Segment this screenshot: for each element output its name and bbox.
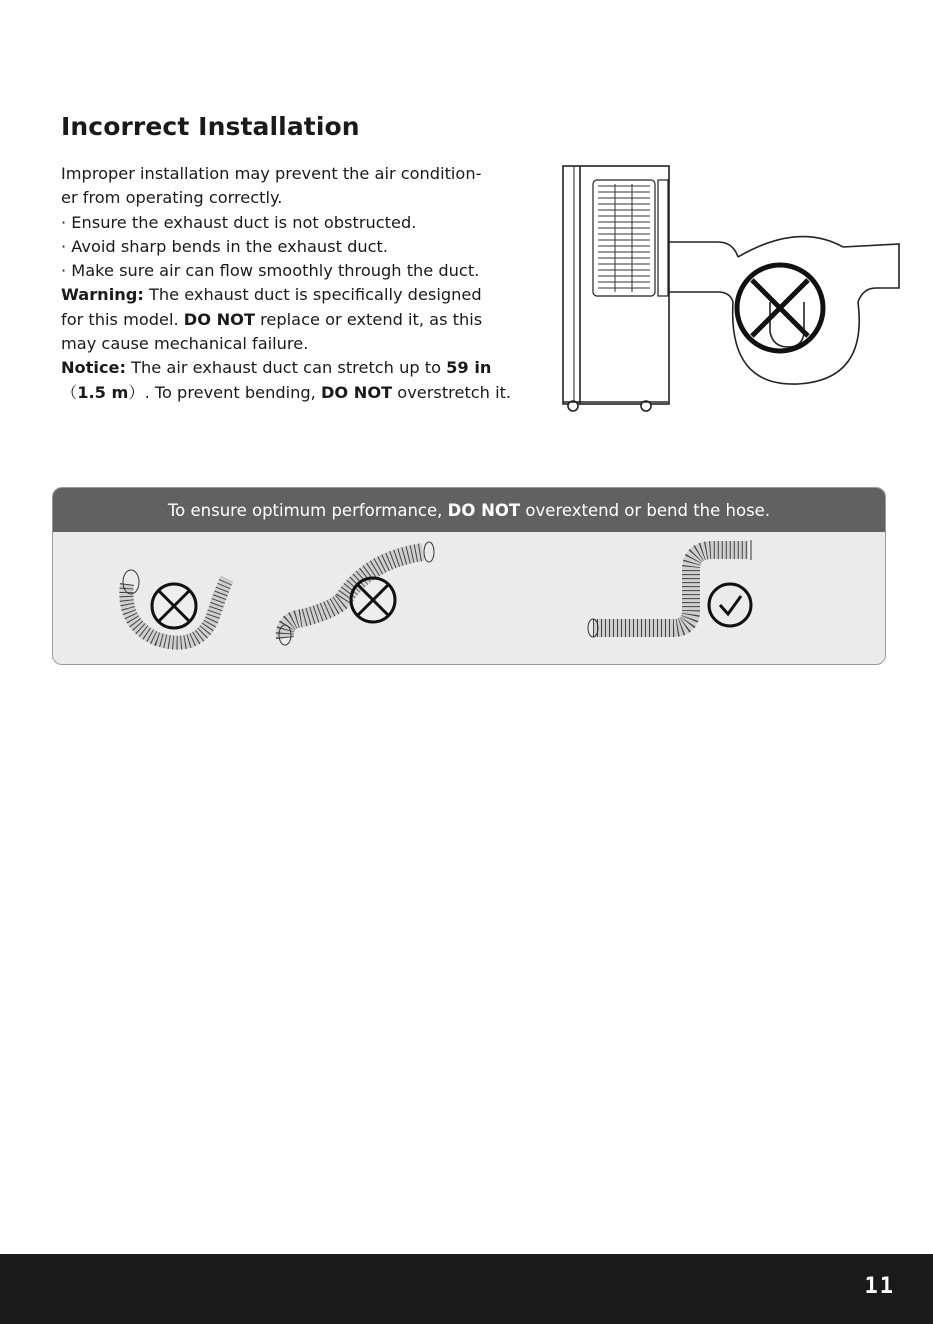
length-inches: 59 in [446, 358, 492, 378]
check-icon [709, 584, 751, 626]
hose-tips-panel [52, 487, 886, 665]
page-title: Incorrect Installation [61, 112, 360, 141]
intro-line: er from operating correctly. [61, 188, 283, 208]
panel-header: To ensure optimum performance, DO NOT overextend or bend the hose. [53, 488, 885, 532]
cross-icon [737, 265, 823, 351]
bullet-item: · Make sure air can flow smoothly through the duct. [61, 261, 480, 281]
warning-line: Warning: The exhaust duct is specifically designed [61, 285, 482, 305]
warning-label: Warning: [61, 285, 144, 305]
kinked-hose-illustration [273, 540, 443, 652]
warning-line: for this model. DO NOT replace or extend it, as this [61, 309, 483, 329]
cross-icon [152, 584, 196, 628]
do-not-emphasis: DO NOT [447, 500, 521, 520]
do-not-emphasis: DO NOT [320, 382, 393, 402]
intro-line: Improper installation may prevent the air condition- [61, 164, 482, 183]
warning-line: may cause mechanical failure. [61, 334, 309, 354]
instructions-text [61, 162, 561, 405]
notice-label: Notice: [61, 358, 127, 378]
page-footer [0, 1254, 933, 1324]
correct-hose-illustration [583, 540, 773, 652]
bent-hose-illustration [117, 564, 237, 654]
notice-line: Notice: The air exhaust duct can stretch up to 59 in [61, 358, 492, 378]
bullet-item: · Avoid sharp bends in the exhaust duct. [61, 236, 389, 256]
do-not-emphasis: DO NOT [183, 309, 255, 329]
notice-line: （1.5 m）. To prevent bending, DO NOT overstretch it. [61, 382, 512, 402]
bullet-item: · Ensure the exhaust duct is not obstructed. [61, 212, 417, 232]
page-number: 11 [864, 1274, 895, 1299]
length-meters: 1.5 m [77, 382, 129, 402]
cross-icon [351, 578, 395, 622]
ac-unit-illustration [558, 162, 903, 412]
